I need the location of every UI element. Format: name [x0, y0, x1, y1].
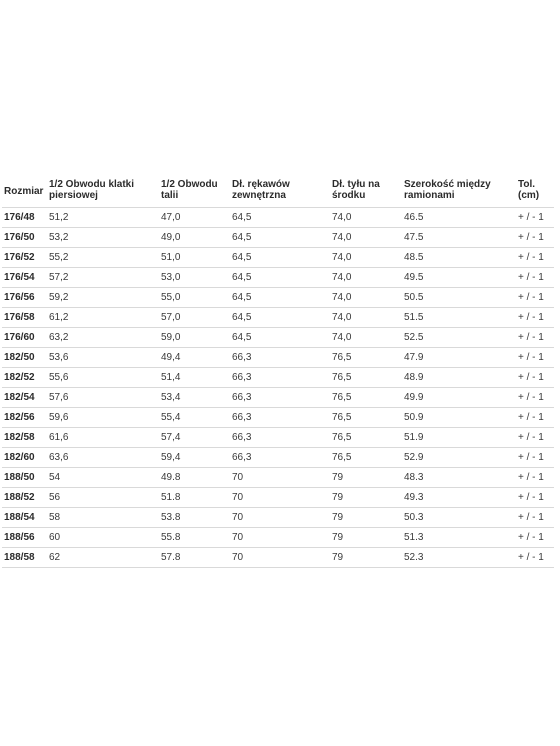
cell-shoulder-width: 52.9: [402, 448, 516, 468]
cell-sleeve: 66,3: [230, 448, 330, 468]
cell-back-length: 76,5: [330, 448, 402, 468]
cell-size: 182/56: [2, 408, 47, 428]
cell-sleeve: 64,5: [230, 228, 330, 248]
cell-waist: 57,4: [159, 428, 230, 448]
cell-tolerance: + / - 1: [516, 488, 554, 508]
cell-chest: 57,6: [47, 388, 159, 408]
cell-sleeve: 70: [230, 528, 330, 548]
cell-back-length: 74,0: [330, 268, 402, 288]
cell-tolerance: + / - 1: [516, 548, 554, 568]
cell-sleeve: 64,5: [230, 268, 330, 288]
header-row: [2, 176, 554, 208]
cell-chest: 53,6: [47, 348, 159, 368]
cell-chest: 56: [47, 488, 159, 508]
cell-waist: 55.8: [159, 528, 230, 548]
table-row: [2, 548, 554, 568]
table-row: [2, 528, 554, 548]
cell-waist: 55,0: [159, 288, 230, 308]
cell-sleeve: 64,5: [230, 248, 330, 268]
table-row: [2, 308, 554, 328]
cell-back-length: 74,0: [330, 208, 402, 228]
table-row: [2, 468, 554, 488]
cell-chest: 57,2: [47, 268, 159, 288]
cell-chest: 55,6: [47, 368, 159, 388]
cell-back-length: 74,0: [330, 328, 402, 348]
cell-waist: 53.8: [159, 508, 230, 528]
cell-size: 176/54: [2, 268, 47, 288]
cell-size: 182/54: [2, 388, 47, 408]
cell-tolerance: + / - 1: [516, 388, 554, 408]
cell-chest: 60: [47, 528, 159, 548]
cell-sleeve: 66,3: [230, 388, 330, 408]
cell-shoulder-width: 49.5: [402, 268, 516, 288]
cell-chest: 58: [47, 508, 159, 528]
cell-size: 182/50: [2, 348, 47, 368]
cell-waist: 57,0: [159, 308, 230, 328]
cell-size: 176/48: [2, 208, 47, 228]
cell-size: 176/52: [2, 248, 47, 268]
cell-back-length: 79: [330, 528, 402, 548]
cell-size: 182/52: [2, 368, 47, 388]
cell-shoulder-width: 49.3: [402, 488, 516, 508]
cell-chest: 59,6: [47, 408, 159, 428]
cell-sleeve: 66,3: [230, 428, 330, 448]
cell-waist: 55,4: [159, 408, 230, 428]
cell-shoulder-width: 47.9: [402, 348, 516, 368]
cell-chest: 61,2: [47, 308, 159, 328]
cell-shoulder-width: 48.9: [402, 368, 516, 388]
cell-chest: 54: [47, 468, 159, 488]
cell-waist: 51.8: [159, 488, 230, 508]
cell-shoulder-width: 46.5: [402, 208, 516, 228]
cell-tolerance: + / - 1: [516, 268, 554, 288]
cell-tolerance: + / - 1: [516, 288, 554, 308]
cell-tolerance: + / - 1: [516, 368, 554, 388]
cell-tolerance: + / - 1: [516, 408, 554, 428]
cell-shoulder-width: 49.9: [402, 388, 516, 408]
cell-size: 188/54: [2, 508, 47, 528]
cell-size: 188/56: [2, 528, 47, 548]
cell-waist: 49,4: [159, 348, 230, 368]
cell-shoulder-width: 48.3: [402, 468, 516, 488]
cell-sleeve: 64,5: [230, 328, 330, 348]
cell-sleeve: 66,3: [230, 368, 330, 388]
cell-back-length: 74,0: [330, 308, 402, 328]
header-back-length: Dł. tyłu na środku: [330, 176, 402, 208]
table-row: [2, 248, 554, 268]
table-row: [2, 408, 554, 428]
table-row: [2, 208, 554, 228]
cell-tolerance: + / - 1: [516, 348, 554, 368]
cell-waist: 49.8: [159, 468, 230, 488]
cell-tolerance: + / - 1: [516, 248, 554, 268]
table-row: [2, 328, 554, 348]
cell-shoulder-width: 47.5: [402, 228, 516, 248]
cell-tolerance: + / - 1: [516, 448, 554, 468]
cell-waist: 59,4: [159, 448, 230, 468]
cell-back-length: 79: [330, 548, 402, 568]
cell-chest: 59,2: [47, 288, 159, 308]
table-body: [2, 208, 554, 568]
cell-sleeve: 70: [230, 548, 330, 568]
cell-sleeve: 66,3: [230, 408, 330, 428]
cell-shoulder-width: 50.9: [402, 408, 516, 428]
cell-size: 176/60: [2, 328, 47, 348]
cell-back-length: 76,5: [330, 348, 402, 368]
table-row: [2, 368, 554, 388]
cell-size: 188/58: [2, 548, 47, 568]
cell-back-length: 74,0: [330, 248, 402, 268]
cell-tolerance: + / - 1: [516, 308, 554, 328]
header-waist: 1/2 Obwodu talii: [159, 176, 230, 208]
cell-size: 176/58: [2, 308, 47, 328]
cell-tolerance: + / - 1: [516, 208, 554, 228]
cell-back-length: 74,0: [330, 228, 402, 248]
cell-back-length: 79: [330, 468, 402, 488]
cell-waist: 53,0: [159, 268, 230, 288]
cell-shoulder-width: 52.3: [402, 548, 516, 568]
cell-waist: 51,4: [159, 368, 230, 388]
cell-shoulder-width: 50.5: [402, 288, 516, 308]
table-row: [2, 488, 554, 508]
cell-back-length: 76,5: [330, 388, 402, 408]
table-row: [2, 448, 554, 468]
cell-chest: 51,2: [47, 208, 159, 228]
cell-size: 188/52: [2, 488, 47, 508]
cell-back-length: 74,0: [330, 288, 402, 308]
header-shoulder-width: Szerokość między ramionami: [402, 176, 516, 208]
header-tolerance: Tol. (cm): [516, 176, 554, 208]
cell-tolerance: + / - 1: [516, 428, 554, 448]
cell-tolerance: + / - 1: [516, 468, 554, 488]
header-chest: 1/2 Obwodu klatki piersiowej: [47, 176, 159, 208]
cell-shoulder-width: 51.3: [402, 528, 516, 548]
table-row: [2, 228, 554, 248]
cell-back-length: 79: [330, 508, 402, 528]
cell-waist: 57.8: [159, 548, 230, 568]
cell-waist: 59,0: [159, 328, 230, 348]
cell-waist: 49,0: [159, 228, 230, 248]
cell-chest: 63,6: [47, 448, 159, 468]
table-row: [2, 428, 554, 448]
cell-waist: 47,0: [159, 208, 230, 228]
cell-size: 182/60: [2, 448, 47, 468]
cell-chest: 63,2: [47, 328, 159, 348]
cell-shoulder-width: 50.3: [402, 508, 516, 528]
cell-shoulder-width: 48.5: [402, 248, 516, 268]
cell-back-length: 76,5: [330, 428, 402, 448]
table-row: [2, 348, 554, 368]
cell-sleeve: 70: [230, 488, 330, 508]
table-row: [2, 508, 554, 528]
cell-back-length: 76,5: [330, 368, 402, 388]
cell-size: 182/58: [2, 428, 47, 448]
cell-size: 188/50: [2, 468, 47, 488]
cell-waist: 51,0: [159, 248, 230, 268]
cell-chest: 61,6: [47, 428, 159, 448]
table-row: [2, 288, 554, 308]
cell-waist: 53,4: [159, 388, 230, 408]
cell-tolerance: + / - 1: [516, 508, 554, 528]
cell-chest: 62: [47, 548, 159, 568]
cell-chest: 53,2: [47, 228, 159, 248]
cell-chest: 55,2: [47, 248, 159, 268]
cell-shoulder-width: 51.9: [402, 428, 516, 448]
table-row: [2, 268, 554, 288]
header-size: Rozmiar: [2, 176, 47, 208]
cell-sleeve: 66,3: [230, 348, 330, 368]
cell-shoulder-width: 51.5: [402, 308, 516, 328]
cell-sleeve: 70: [230, 468, 330, 488]
cell-size: 176/56: [2, 288, 47, 308]
header-sleeve: Dł. rękawów zewnętrzna: [230, 176, 330, 208]
cell-size: 176/50: [2, 228, 47, 248]
cell-shoulder-width: 52.5: [402, 328, 516, 348]
cell-back-length: 76,5: [330, 408, 402, 428]
cell-sleeve: 70: [230, 508, 330, 528]
cell-sleeve: 64,5: [230, 288, 330, 308]
table-row: [2, 388, 554, 408]
cell-tolerance: + / - 1: [516, 228, 554, 248]
cell-sleeve: 64,5: [230, 308, 330, 328]
cell-tolerance: + / - 1: [516, 528, 554, 548]
cell-tolerance: + / - 1: [516, 328, 554, 348]
cell-back-length: 79: [330, 488, 402, 508]
size-chart-table: [2, 176, 554, 568]
cell-sleeve: 64,5: [230, 208, 330, 228]
